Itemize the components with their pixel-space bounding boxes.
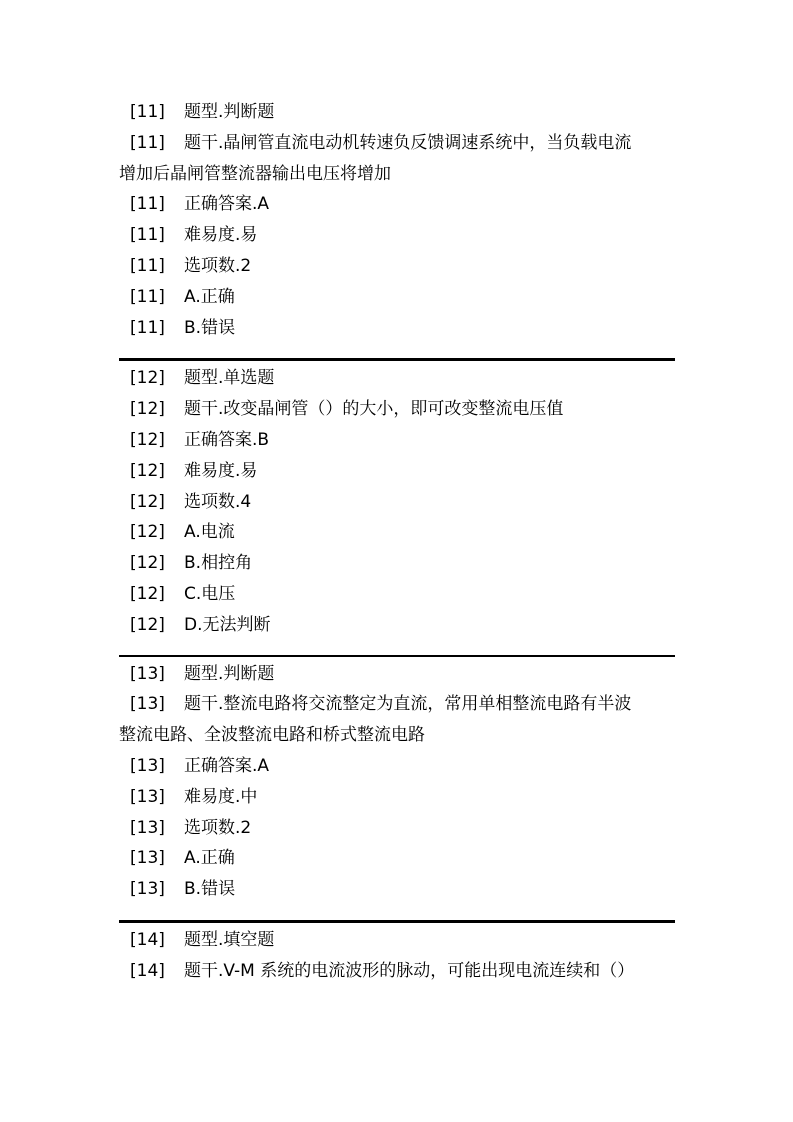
option-count: 选项数.2 [184,255,252,276]
option-line [119,874,675,905]
option-text: A.正确 [184,286,235,307]
question-stem-line [119,128,675,159]
option-text: A.正确 [184,848,235,869]
option-text: B.错误 [184,317,236,338]
question-tag: [12] [130,583,165,604]
question-block-13 [119,659,675,923]
option-line [119,548,675,579]
question-tag: [12] [130,491,165,512]
difficulty: 难易度.易 [184,225,258,246]
question-stem-line [119,394,675,425]
question-stem: 题干.晶闸管直流电动机转速负反馈调速系统中，当负载电流 [184,132,632,153]
question-tag: [12] [130,368,165,389]
option-count: 选项数.2 [184,817,252,838]
question-stem-continuation: 整流电路、全波整流电路和桥式整流电路 [119,725,425,746]
question-tag: [11] [130,286,165,307]
question-type: 题型.判断题 [184,102,275,122]
question-stem-continuation: 增加后晶闸管整流器输出电压将增加 [119,163,391,184]
document-page [119,97,675,987]
question-tag: [12] [130,553,165,574]
question-type-line [119,363,675,394]
question-tag: [13] [130,694,165,715]
question-stem-line [119,956,675,987]
correct-answer: 正确答案.B [184,429,270,450]
question-stem: 题干.改变晶闸管（）的大小，即可改变整流电压值 [184,399,564,420]
answer-line [119,189,675,220]
difficulty: 难易度.易 [184,460,258,481]
option-text: D.无法判断 [184,614,271,635]
block-separator [119,655,675,657]
question-type-line [119,97,675,128]
option-count-line [119,487,675,518]
option-count-line [119,251,675,282]
question-tag: [14] [130,960,165,981]
option-line [119,579,675,610]
option-line [119,313,675,344]
question-tag: [13] [130,786,165,807]
block-separator [119,920,675,923]
answer-line [119,751,675,782]
question-block-11 [119,97,675,361]
question-block-12 [119,363,675,656]
question-tag: [13] [130,848,165,869]
option-line [119,610,675,641]
question-tag: [12] [130,614,165,635]
question-tag: [11] [130,132,165,153]
option-text: B.错误 [184,879,236,900]
question-tag: [12] [130,522,165,543]
question-block-14 [119,925,675,987]
question-tag: [12] [130,460,165,481]
correct-answer: 正确答案.A [184,755,270,776]
question-stem: 题干.整流电路将交流整定为直流，常用单相整流电路有半波 [184,694,632,715]
difficulty-line [119,782,675,813]
correct-answer: 正确答案.A [184,194,270,215]
option-line [119,282,675,313]
question-tag: [12] [130,429,165,450]
question-tag: [12] [130,399,165,420]
answer-line [119,425,675,456]
question-type: 题型.填空题 [184,929,275,950]
question-stem-line [119,689,675,720]
question-type-line [119,925,675,956]
option-line [119,843,675,874]
question-type: 题型.判断题 [184,663,275,684]
question-tag: [11] [130,102,165,122]
question-type-line [119,659,675,690]
option-count: 选项数.4 [184,491,252,512]
question-tag: [11] [130,225,165,246]
question-tag: [11] [130,255,165,276]
question-tag: [11] [130,317,165,338]
question-stem: 题干.V-M 系统的电流波形的脉动，可能出现电流连续和（） [184,960,635,981]
question-tag: [11] [130,194,165,215]
question-tag: [14] [130,929,165,950]
option-count-line [119,813,675,844]
block-separator [119,358,675,361]
option-text: C.电压 [184,583,236,604]
question-tag: [13] [130,755,165,776]
difficulty-line [119,220,675,251]
option-line [119,517,675,548]
question-type: 题型.单选题 [184,368,275,389]
difficulty-line [119,456,675,487]
question-tag: [13] [130,879,165,900]
question-tag: [13] [130,663,165,684]
option-text: B.相控角 [184,553,253,574]
option-text: A.电流 [184,522,235,543]
difficulty: 难易度.中 [184,786,258,807]
question-tag: [13] [130,817,165,838]
